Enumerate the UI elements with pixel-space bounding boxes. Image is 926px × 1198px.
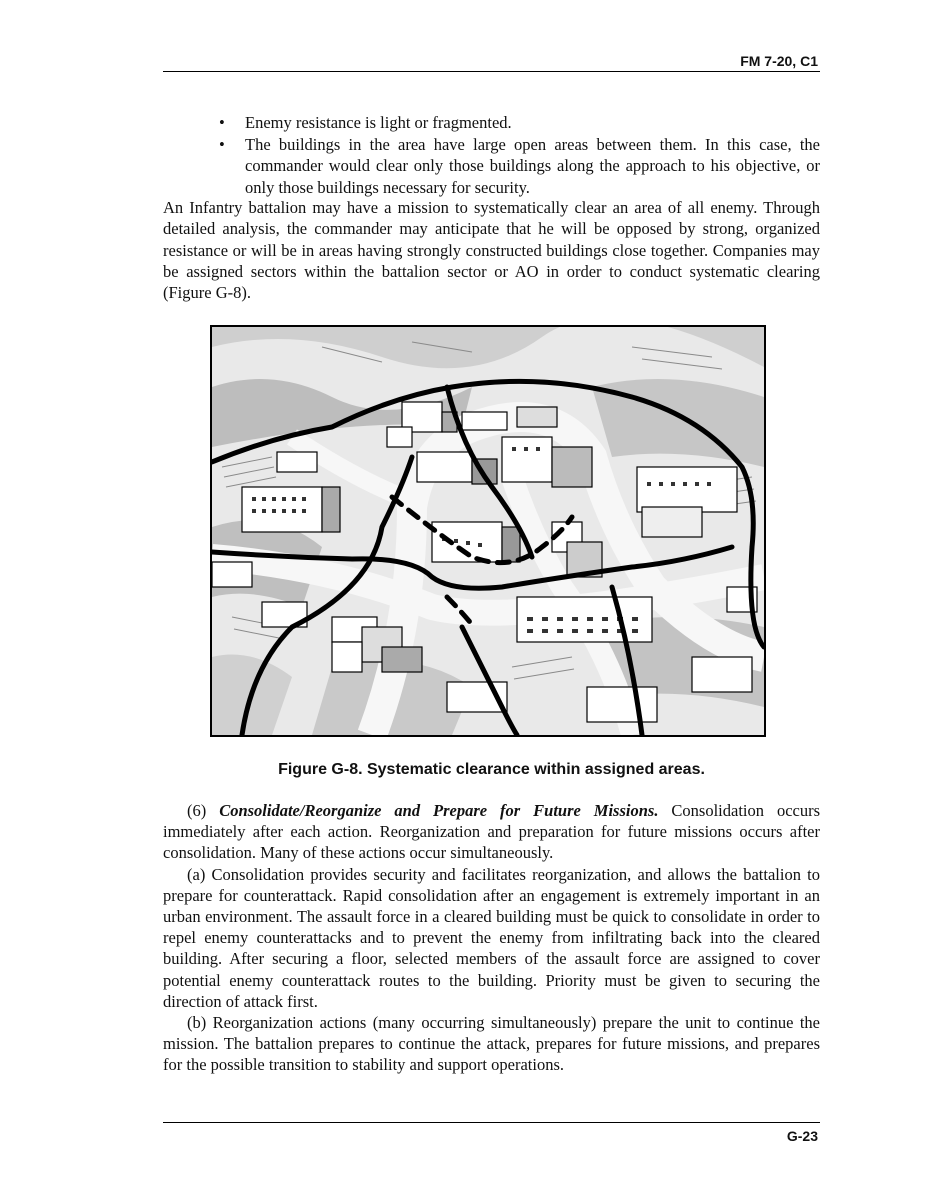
list-item — [163, 134, 820, 199]
section-heading: Consolidate/Reorganize and Prepare for Future Missions. — [219, 801, 659, 820]
list-item — [163, 112, 820, 134]
body-section — [163, 800, 820, 1076]
section-number: (6) — [187, 801, 207, 820]
footer-rule — [163, 1122, 820, 1123]
header-rule — [163, 71, 820, 72]
intro-paragraph: An Infantry battalion may have a mission to systematically clear an area of all enemy. Through detailed analysis, the commander may anticipate that he will be opposed by strong, organized resistance or will be in areas having strongly constructed buildings close together. Companies may be assigned sectors within the battalion sector or AO in order to conduct systematic clearing (Figure G-8). — [163, 198, 820, 303]
bullet-text: Enemy resistance is light or fragmented. — [245, 113, 512, 132]
paragraph-b: (b) Reorganization actions (many occurring simultaneously) prepare the unit to continue the mission. The battalion prepares to continue the attack, prepares for future missions, and prepares for the possible transition to stability and support operations. — [163, 1013, 820, 1075]
section-text: Consolidation occurs immediately after each action. Reorganization and preparation for future missions occurs after consolidation. Many of these actions occur simultaneously. — [163, 801, 821, 863]
bullet-icon: • — [219, 134, 225, 154]
paragraph-a: (a) Consolidation provides security and facilitates reorganization, and allows the battalion to prepare for counterattack. Rapid consolidation after an engagement is extremely important in an urban environment. The assault force in a cleared building must be quick to consolidate in order to repel enemy counterattacks and to prevent the enemy from infiltrating back into the cleared building. After securing a floor, selected members of the assault force are assigned to cover potential enemy counterattack routes to the building. Priority must be given to securing the direction of attack first. — [163, 864, 820, 1011]
page-number: G-23 — [786, 1128, 818, 1144]
bullet-icon: • — [219, 113, 225, 132]
bullet-text: The buildings in the area have large open areas between them. In this case, the commander would clear only those buildings along the approach to his objective, or only those buildings necessary for security. — [245, 134, 820, 197]
figure-caption: Figure G-8. Systematic clearance within assigned areas. — [278, 761, 705, 778]
figure-g8-illustration — [210, 325, 766, 737]
section-6-paragraph — [163, 800, 820, 864]
bullet-list — [163, 112, 820, 198]
running-header: FM 7-20, C1 — [740, 53, 818, 69]
